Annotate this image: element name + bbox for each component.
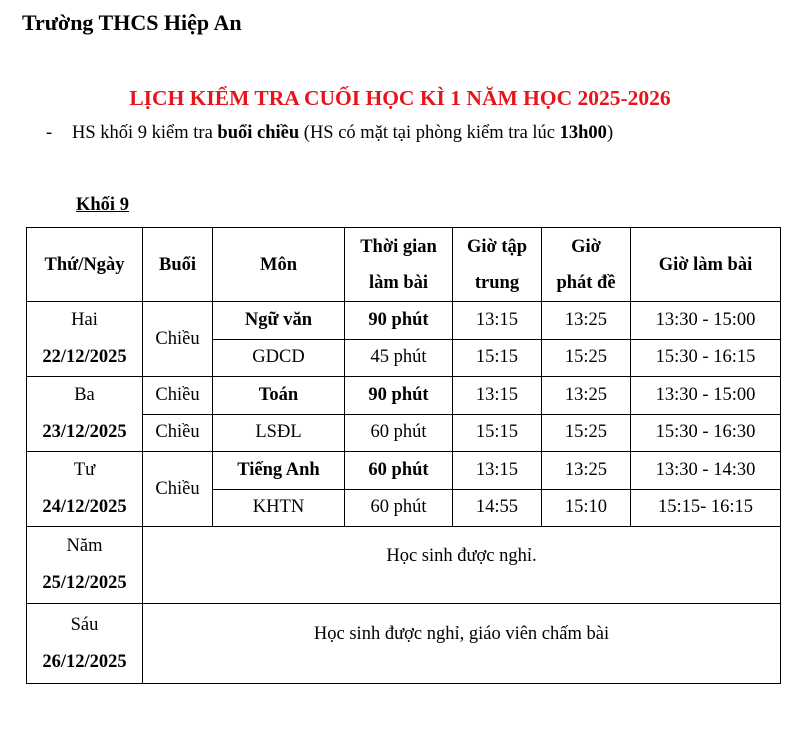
duration-cell: 90 phút — [345, 377, 453, 415]
release-cell: 15:10 — [542, 489, 631, 527]
school-name: Trường THCS Hiệp An — [22, 10, 242, 35]
day-cell: Hai 22/12/2025 — [27, 302, 143, 377]
note-dash: - — [46, 123, 53, 143]
work-cell: 13:30 - 15:00 — [631, 302, 781, 340]
grade-label: Khối 9 — [76, 195, 129, 215]
duration-cell: 90 phút — [345, 302, 453, 340]
work-cell: 15:30 - 16:15 — [631, 339, 781, 377]
table-row — [27, 604, 781, 684]
subject-cell: LSĐL — [213, 414, 345, 452]
subject-cell: Tiếng Anh — [213, 452, 345, 490]
header-gather: Giờ tập trung — [453, 228, 542, 302]
work-cell: 13:30 - 14:30 — [631, 452, 781, 490]
table-row — [27, 302, 781, 340]
table-row — [27, 452, 781, 490]
header-work: Giờ làm bài — [631, 228, 781, 302]
work-cell: 15:15- 16:15 — [631, 489, 781, 527]
note-text-1: HS khối 9 kiểm tra — [72, 123, 218, 143]
subject-cell: KHTN — [213, 489, 345, 527]
table-row — [27, 527, 781, 604]
gather-cell: 14:55 — [453, 489, 542, 527]
gather-cell: 15:15 — [453, 339, 542, 377]
gather-cell: 15:15 — [453, 414, 542, 452]
release-cell: 15:25 — [542, 414, 631, 452]
note-bold-time: 13h00 — [559, 123, 607, 143]
release-cell: 13:25 — [542, 302, 631, 340]
release-cell: 13:25 — [542, 377, 631, 415]
header-day: Thứ/Ngày — [27, 228, 143, 302]
message-cell: Học sinh được nghỉ. — [143, 527, 781, 604]
gather-cell: 13:15 — [453, 452, 542, 490]
note-text-3: ) — [606, 123, 614, 143]
exam-note — [46, 123, 613, 144]
duration-cell: 45 phút — [345, 339, 453, 377]
subject-cell: Toán — [213, 377, 345, 415]
day-cell: Sáu 26/12/2025 — [27, 604, 143, 684]
table-row — [27, 377, 781, 415]
note-text-2: (HS có mặt tại phòng kiểm tra lúc — [299, 123, 560, 143]
header-row — [27, 228, 781, 302]
day-cell: Năm 25/12/2025 — [27, 527, 143, 604]
duration-cell: 60 phút — [345, 489, 453, 527]
duration-cell: 60 phút — [345, 452, 453, 490]
gather-cell: 13:15 — [453, 302, 542, 340]
note-bold-session: buổi chiều — [217, 123, 300, 143]
work-cell: 13:30 - 15:00 — [631, 377, 781, 415]
release-cell: 15:25 — [542, 339, 631, 377]
gather-cell: 13:15 — [453, 377, 542, 415]
message-cell: Học sinh được nghỉ, giáo viên chấm bài — [143, 604, 781, 684]
day-cell: Ba 23/12/2025 — [27, 377, 143, 452]
header-release: Giờ phát đề — [542, 228, 631, 302]
release-cell: 13:25 — [542, 452, 631, 490]
session-cell: Chiều — [143, 377, 213, 415]
work-cell: 15:30 - 16:30 — [631, 414, 781, 452]
subject-cell: Ngữ văn — [213, 302, 345, 340]
session-cell: Chiều — [143, 452, 213, 527]
page-title: LỊCH KIỂM TRA CUỐI HỌC KÌ 1 NĂM HỌC 2025-2026 — [129, 86, 671, 110]
day-cell: Tư 24/12/2025 — [27, 452, 143, 527]
duration-cell: 60 phút — [345, 414, 453, 452]
header-session: Buổi — [143, 228, 213, 302]
subject-cell: GDCD — [213, 339, 345, 377]
header-duration: Thời gian làm bài — [345, 228, 453, 302]
header-subject: Môn — [213, 228, 345, 302]
session-cell: Chiều — [143, 414, 213, 452]
session-cell: Chiều — [143, 302, 213, 377]
exam-schedule-table — [26, 227, 781, 684]
